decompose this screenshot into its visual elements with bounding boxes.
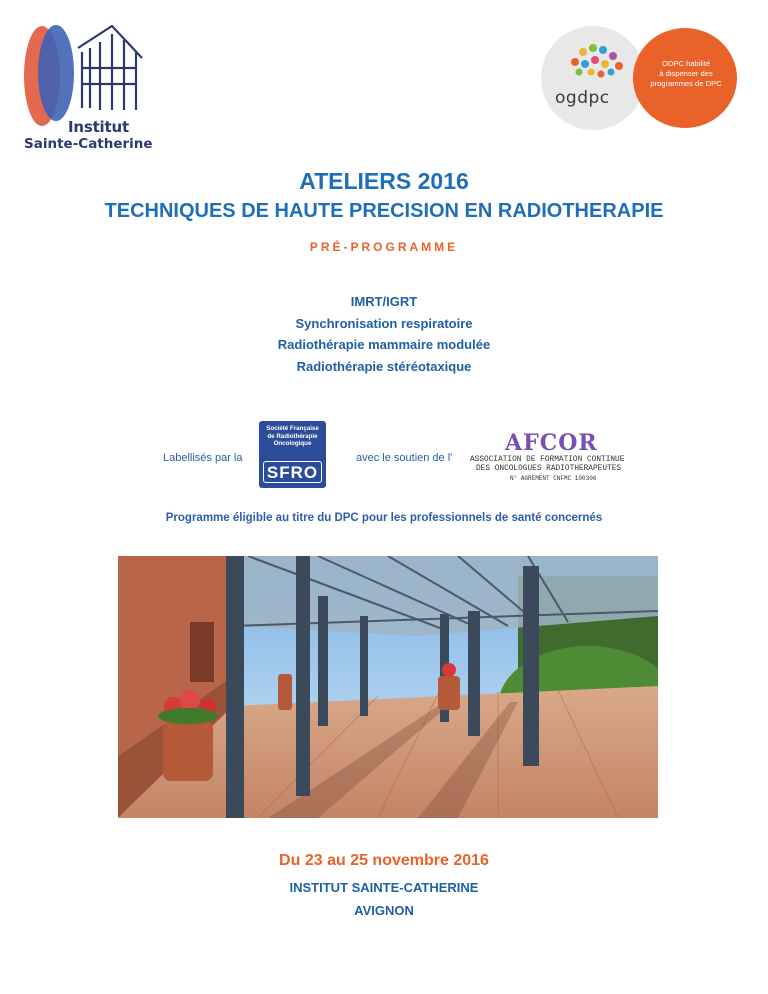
sfro-acronym: SFRO bbox=[263, 461, 322, 483]
topics-list bbox=[0, 291, 768, 377]
badge-line: programmes de DPC bbox=[650, 79, 722, 88]
institut-building-icon bbox=[20, 18, 150, 128]
badge-line: ODPC habilité bbox=[661, 59, 711, 68]
logo-line1: Institut bbox=[68, 118, 129, 136]
dpc-eligibility-note: Programme éligible au titre du DPC pour les professionnels de santé concernés bbox=[165, 512, 603, 524]
odpc-badge-text bbox=[641, 59, 731, 89]
ogdpc-tree-icon bbox=[561, 40, 631, 88]
page-subtitle: TECHNIQUES DE HAUTE PRECISION EN RADIOTHERAPIE bbox=[104, 200, 664, 222]
walkway-photo bbox=[118, 556, 658, 818]
afcor-line1: ASSOCIATION DE FORMATION CONTINUE bbox=[470, 456, 625, 464]
sfro-logo bbox=[259, 421, 326, 488]
page-title: ATELIERS 2016 bbox=[299, 168, 469, 194]
ogdpc-wordmark: ogdpc bbox=[555, 88, 610, 108]
sfro-line: Société Française bbox=[266, 425, 319, 432]
afcor-line3: N° AGREMENT CNFMC 100306 bbox=[510, 475, 597, 482]
badge-line: à dispenser des bbox=[659, 69, 713, 78]
labellises-text: Labellisés par la bbox=[163, 452, 243, 464]
topic-item: IMRT/IGRT bbox=[350, 294, 418, 309]
logo-line2: Sainte-Catherine bbox=[24, 136, 153, 152]
institut-logo bbox=[20, 18, 153, 158]
institute-photo bbox=[118, 556, 658, 818]
ogdpc-badge bbox=[541, 26, 745, 131]
pre-programme-label: PRÉ-PROGRAMME bbox=[309, 240, 459, 254]
event-city: AVIGNON bbox=[354, 903, 414, 918]
afcor-line2: DES ONCOLOGUES RADIOTHERAPEUTES bbox=[476, 465, 622, 473]
sfro-line: de Radiothérapie bbox=[267, 432, 318, 440]
topic-item: Radiothérapie stéréotaxique bbox=[296, 358, 472, 374]
event-date: Du 23 au 25 novembre 2016 bbox=[279, 852, 489, 869]
sfro-small-text bbox=[259, 425, 326, 448]
topic-item: Radiothérapie mammaire modulée bbox=[277, 337, 491, 352]
soutien-text: avec le soutien de l' bbox=[356, 452, 453, 464]
sfro-line: Oncologique bbox=[273, 440, 312, 447]
topic-item: Synchronisation respiratoire bbox=[295, 315, 473, 331]
afcor-wordmark: AFCOR bbox=[505, 430, 598, 456]
event-place: INSTITUT SAINTE-CATHERINE bbox=[289, 880, 479, 895]
